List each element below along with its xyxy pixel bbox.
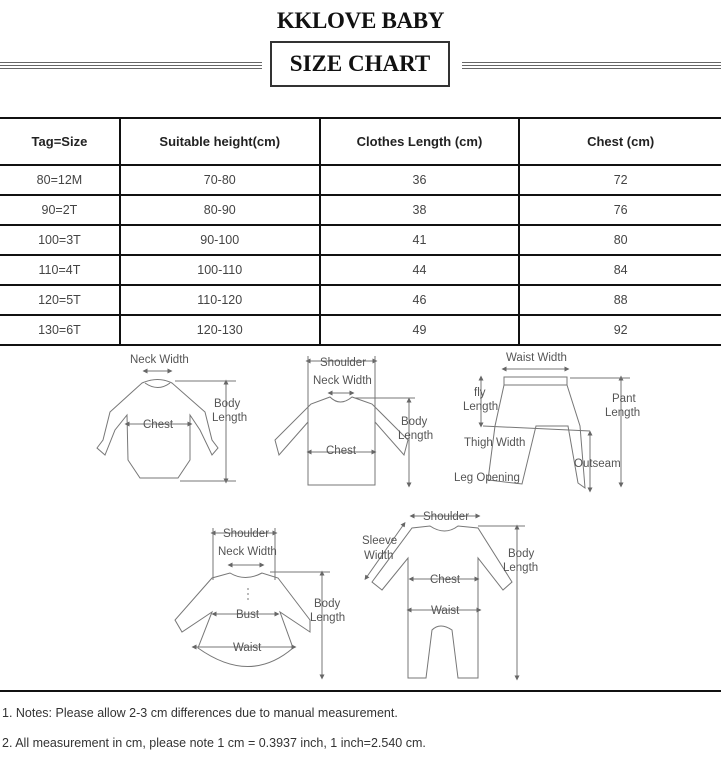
label-thigh-width: Thigh Width — [464, 437, 526, 449]
table-row — [0, 165, 721, 195]
table-row — [0, 195, 721, 225]
column-header-height: Suitable height(cm) — [120, 118, 320, 165]
cell-chest: 76 — [519, 195, 721, 225]
cell-clothes-length: 36 — [320, 165, 520, 195]
cell-clothes-length: 49 — [320, 315, 520, 345]
size-chart-title: SIZE CHART — [270, 41, 450, 87]
cell-clothes-length: 41 — [320, 225, 520, 255]
label-shoulder: Shoulder — [320, 357, 367, 369]
table-row — [0, 315, 721, 345]
table-row — [0, 255, 721, 285]
cell-height: 110-120 — [120, 285, 320, 315]
label-shoulder: Shoulder — [423, 511, 470, 523]
table-row — [0, 225, 721, 255]
cell-tag-size: 110=4T — [0, 255, 120, 285]
note-unit-conversion: 2. All measurement in cm, please note 1 cm = 0.3937 inch, 1 inch=2.540 cm. — [2, 736, 426, 750]
label-body: Body — [401, 416, 428, 428]
size-table — [0, 117, 721, 346]
label-waist: Waist — [431, 605, 460, 617]
column-header-clothes-length: Clothes Length (cm) — [320, 118, 520, 165]
label-chest: Chest — [326, 445, 357, 457]
cell-height: 90-100 — [120, 225, 320, 255]
cell-height: 120-130 — [120, 315, 320, 345]
label-length: Length — [503, 562, 539, 574]
cell-chest: 84 — [519, 255, 721, 285]
label-outseam: Outseam — [574, 458, 621, 470]
label-chest: Chest — [143, 419, 174, 431]
cell-chest: 92 — [519, 315, 721, 345]
cell-height: 80-90 — [120, 195, 320, 225]
cell-height: 70-80 — [120, 165, 320, 195]
label-pant-length: Length — [605, 407, 641, 419]
label-chest: Chest — [430, 574, 461, 586]
cell-tag-size: 130=6T — [0, 315, 120, 345]
label-fly: fly — [474, 387, 486, 399]
cell-clothes-length: 38 — [320, 195, 520, 225]
cell-chest: 80 — [519, 225, 721, 255]
label-shoulder: Shoulder — [223, 528, 270, 540]
label-body: Body — [314, 598, 341, 610]
label-pant: Pant — [612, 393, 636, 405]
cell-tag-size: 90=2T — [0, 195, 120, 225]
label-length: Length — [398, 430, 434, 442]
label-neck-width: Neck Width — [130, 354, 189, 366]
decorative-rule-left — [0, 62, 262, 70]
note-measurement-tolerance: 1. Notes: Please allow 2-3 cm differences due to manual measurement. — [2, 706, 398, 720]
label-fly-length: Length — [463, 401, 499, 413]
cell-tag-size: 80=12M — [0, 165, 120, 195]
label-neck-width: Neck Width — [218, 546, 277, 558]
table-row — [0, 285, 721, 315]
cell-tag-size: 120=5T — [0, 285, 120, 315]
cell-tag-size: 100=3T — [0, 225, 120, 255]
cell-height: 100-110 — [120, 255, 320, 285]
decorative-rule-right — [462, 62, 721, 70]
label-sleeve: Sleeve — [362, 535, 398, 547]
cell-chest: 88 — [519, 285, 721, 315]
cell-chest: 72 — [519, 165, 721, 195]
column-header-chest: Chest (cm) — [519, 118, 721, 165]
brand-title: KKLOVE BABY — [276, 8, 445, 33]
label-bust: Bust — [236, 609, 260, 621]
table-header-row — [0, 118, 721, 165]
label-length: Length — [310, 612, 346, 624]
label-body: Body — [214, 398, 241, 410]
label-body: Body — [508, 548, 535, 560]
label-waist: Waist — [233, 642, 262, 654]
measurement-diagrams — [0, 346, 721, 690]
label-sleeve-width: Width — [364, 550, 394, 562]
label-neck-width: Neck Width — [313, 375, 372, 387]
divider — [0, 690, 721, 692]
cell-clothes-length: 46 — [320, 285, 520, 315]
cell-clothes-length: 44 — [320, 255, 520, 285]
label-waist-width: Waist Width — [506, 352, 567, 364]
label-leg-opening: Leg Opening — [454, 472, 520, 484]
label-length: Length — [212, 412, 248, 424]
column-header-tag-size: Tag=Size — [0, 118, 120, 165]
